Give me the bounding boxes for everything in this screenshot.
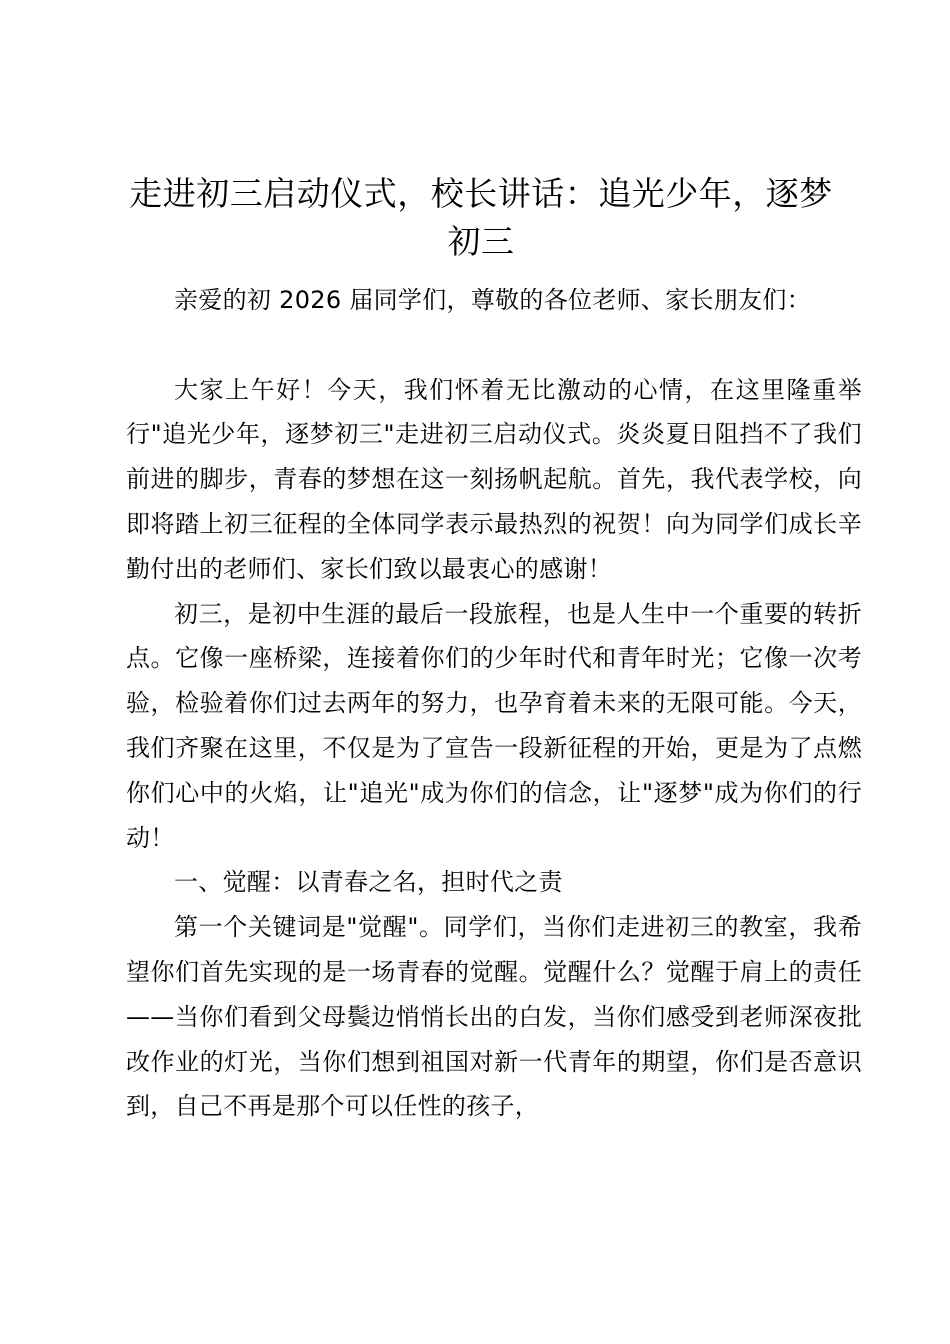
document-body	[126, 278, 862, 1129]
paragraph-opening: 大家上午好！今天，我们怀着无比激动的心情，在这里隆重举行"追光少年，逐梦初三"走进初三启动仪式。炎炎夏日阻挡不了我们前进的脚步，青春的梦想在这一刻扬帆起航。首先，我代表学校，向即将踏上初三征程的全体同学表示最热烈的祝贺！向为同学们成长辛勤付出的老师们、家长们致以最衷心的感谢！	[126, 375, 862, 583]
document-title: 走进初三启动仪式，校长讲话：追光少年，逐梦初三	[129, 174, 833, 261]
greeting: 亲爱的初 2026 届同学们，尊敬的各位老师、家长朋友们：	[174, 286, 812, 314]
paragraph-junior-three: 初三，是初中生涯的最后一段旅程，也是人生中一个重要的转折点。它像一座桥梁，连接着你们的少年时代和青年时光；它像一次考验，检验着你们过去两年的努力，也孕育着未来的无限可能。今天，我们齐聚在这里，不仅是为了宣告一段新征程的开始，更是为了点燃你们心中的火焰，让"追光"成为你们的信念，让"逐梦"成为你们的行动！	[126, 599, 862, 852]
section-heading-awakening: 一、觉醒：以青春之名，担时代之责	[174, 868, 563, 897]
paragraph-awakening: 第一个关键词是"觉醒"。同学们，当你们走进初三的教室，我希望你们首先实现的是一场青春的觉醒。觉醒什么？觉醒于肩上的责任——当你们看到父母鬓边悄悄长出的白发，当你们感受到老师深夜批改作业的灯光，当你们想到祖国对新一代青年的期望，你们是否意识到，自己不再是那个可以任性的孩子，	[126, 913, 862, 1121]
